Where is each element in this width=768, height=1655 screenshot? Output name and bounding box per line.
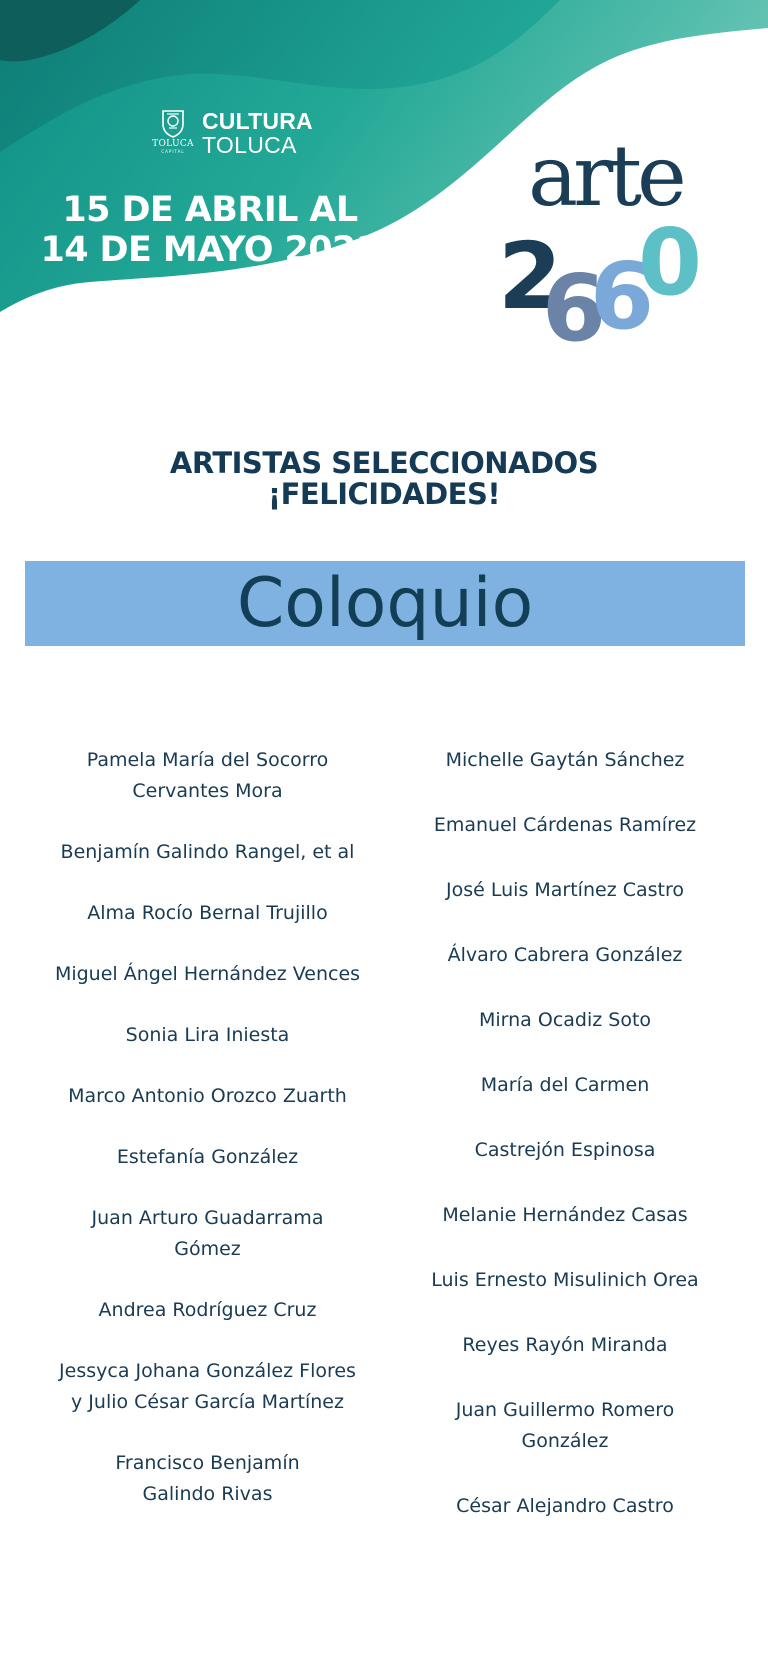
artist-entry: [40, 745, 375, 807]
artist-list-left: [40, 745, 375, 1540]
artist-name-line: Galindo Rivas: [142, 1483, 273, 1505]
artist-name-line: Emanuel Cárdenas Ramírez: [433, 814, 697, 836]
artist-entry: [405, 1330, 725, 1361]
artist-entry: [405, 1070, 725, 1101]
artist-name-line: González: [521, 1430, 609, 1452]
artist-name-line: María del Carmen: [480, 1074, 650, 1096]
logo-digit-3: 6: [590, 243, 655, 350]
artist-entry: [40, 1295, 375, 1326]
brand-line-cultura: CULTURA: [202, 108, 313, 134]
event-dates: [20, 190, 400, 270]
artist-name-line: Juan Guillermo Romero: [455, 1399, 675, 1421]
artist-entry: [40, 1020, 375, 1051]
artist-entry: [405, 1491, 725, 1522]
artist-name-line: Sonia Lira Iniesta: [125, 1024, 290, 1046]
artist-entry: [40, 959, 375, 990]
artist-name-line: Pamela María del Socorro: [86, 749, 329, 771]
artist-name-line: Michelle Gaytán Sánchez: [445, 749, 685, 771]
logo-digit-4: 0: [638, 220, 703, 316]
artist-list-right: [405, 745, 725, 1556]
artist-name-line: Andrea Rodríguez Cruz: [98, 1299, 317, 1321]
page-headline: [0, 448, 768, 510]
headline-line-2: ¡FELICIDADES!: [267, 477, 501, 511]
seal-caption: TOLUCA: [152, 139, 194, 149]
category-title: Coloquio: [236, 564, 534, 643]
artist-entry: [40, 1203, 375, 1265]
seal-shield-icon: [160, 108, 186, 138]
artist-entry: [40, 1142, 375, 1173]
artist-name-line: Miguel Ángel Hernández Vences: [54, 963, 361, 985]
artist-name-line: Alma Rocío Bernal Trujillo: [87, 902, 328, 924]
artist-entry: [405, 1265, 725, 1296]
artist-name-line: Marco Antonio Orozco Zuarth: [68, 1085, 347, 1107]
seal-subcaption: CAPITAL: [161, 149, 185, 154]
artist-name-line: César Alejandro Castro: [456, 1495, 674, 1517]
artist-name-line: Jessyca Johana González Flores: [59, 1360, 356, 1382]
artist-entry: [40, 898, 375, 929]
artist-name-line: Luis Ernesto Misulinich Orea: [431, 1269, 699, 1291]
artist-entry: [405, 810, 725, 841]
artist-name-line: Mirna Ocadiz Soto: [478, 1009, 652, 1031]
brand-line-toluca: TOLUCA: [202, 132, 297, 158]
artist-name-line: José Luis Martínez Castro: [446, 879, 684, 901]
artist-name-line: Estefanía González: [116, 1146, 299, 1168]
artist-name-line: Juan Arturo Guadarrama: [91, 1207, 324, 1229]
headline-line-1: ARTISTAS SELECCIONADOS: [169, 446, 599, 480]
artist-entry: [405, 875, 725, 906]
brand-wordmark: [202, 109, 313, 157]
artist-name-line: Francisco Benjamín: [115, 1452, 300, 1474]
logo-digit-2: 6: [542, 255, 607, 350]
logo-digit-1: 2: [498, 223, 563, 330]
toluca-seal-icon: [152, 108, 194, 158]
artist-name-line: Cervantes Mora: [132, 780, 283, 802]
artist-entry: [405, 1005, 725, 1036]
artist-name-line: Álvaro Cabrera González: [447, 944, 683, 966]
artist-entry: [40, 1448, 375, 1510]
artist-entry: [40, 1356, 375, 1418]
artist-name-line: Melanie Hernández Casas: [442, 1204, 688, 1226]
artist-name-line: Benjamín Galindo Rangel, et al: [60, 841, 355, 863]
artist-entry: [405, 1200, 725, 1231]
date-line-start: 15 DE ABRIL AL: [62, 190, 358, 230]
artist-entry: [405, 745, 725, 776]
category-banner: [25, 561, 745, 646]
artist-entry: [405, 1395, 725, 1457]
artist-name-line: Castrejón Espinosa: [474, 1139, 656, 1161]
event-number-logo: [498, 220, 738, 350]
artist-entry: [40, 1081, 375, 1112]
artist-name-line: y Julio César García Martínez: [71, 1391, 344, 1413]
artist-entry: [405, 1135, 725, 1166]
artist-entry: [405, 940, 725, 971]
date-line-end: 14 DE MAYO 2021: [40, 230, 380, 270]
arte-wordmark: arte: [528, 127, 682, 225]
artist-name-line: Reyes Rayón Miranda: [462, 1334, 668, 1356]
artist-name-line: Gómez: [174, 1238, 241, 1260]
cultura-toluca-logo: [152, 108, 313, 158]
artist-entry: [40, 837, 375, 868]
